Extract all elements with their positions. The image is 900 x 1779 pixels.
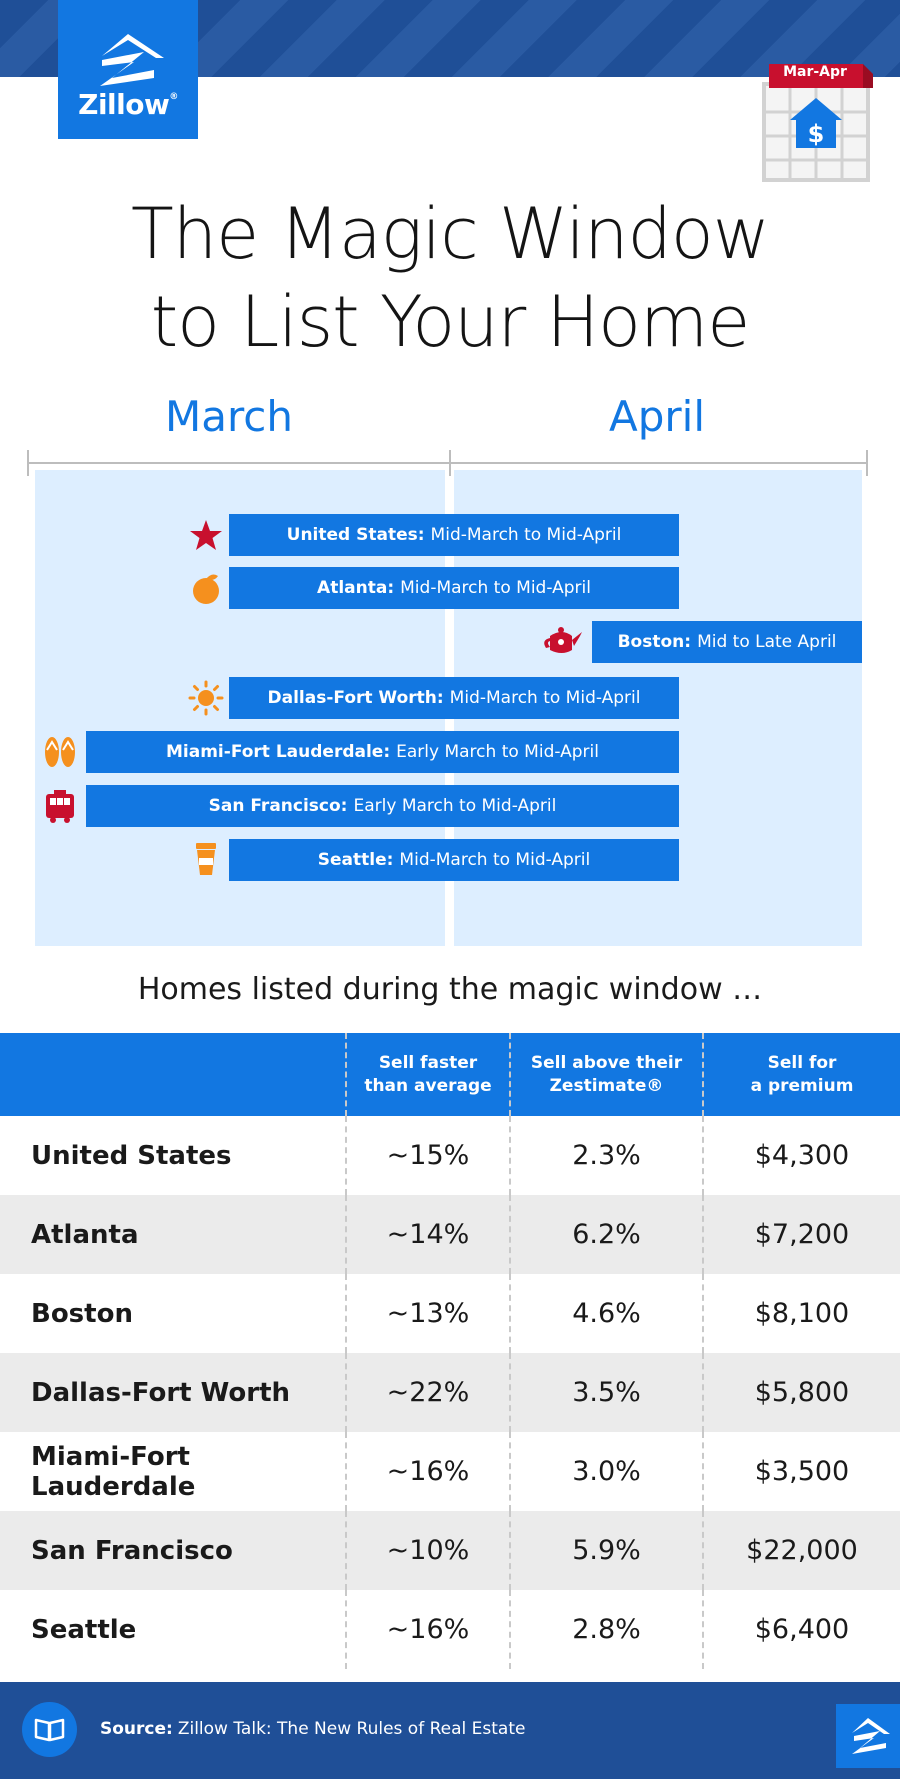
zillow-z-icon <box>88 32 168 88</box>
timeline-axis <box>28 462 868 464</box>
above-cell: 3.5% <box>510 1353 703 1432</box>
coffee-cup-icon <box>188 841 224 877</box>
city-cell: Atlanta <box>0 1195 346 1274</box>
above-cell: 2.3% <box>510 1116 703 1195</box>
month-label-april: April <box>609 392 705 441</box>
city-cell: Miami-Fort Lauderdale <box>31 1441 196 1502</box>
header-sell-faster: Sell faster than average <box>346 1033 510 1116</box>
premium-cell: $4,300 <box>703 1116 900 1195</box>
faster-cell: ~15% <box>346 1116 510 1195</box>
timeline-bar-united-states: United States: Mid-March to Mid-April <box>229 514 679 556</box>
premium-cell: $6,400 <box>703 1590 900 1669</box>
teapot-icon <box>540 622 584 658</box>
header-sell-above-zestimate: Sell above their Zestimate® <box>510 1033 703 1116</box>
page-title: The Magic Window to List Your Home <box>131 193 769 363</box>
table-row <box>0 1590 900 1669</box>
premium-cell: $22,000 <box>703 1511 900 1590</box>
sun-icon <box>188 680 224 716</box>
table-subheading: Homes listed during the magic window … <box>137 972 763 1007</box>
axis-tick <box>866 450 868 476</box>
flip-flops-icon <box>42 734 78 770</box>
city-cell: Dallas-Fort Worth <box>0 1353 346 1432</box>
premium-cell: $3,500 <box>703 1432 900 1511</box>
peach-icon <box>188 570 224 606</box>
premium-cell: $7,200 <box>703 1195 900 1274</box>
source-citation: Source: Zillow Talk: The New Rules of Real Estate <box>100 1719 526 1739</box>
city-cell: Boston <box>31 1298 133 1329</box>
above-cell: 6.2% <box>510 1195 703 1274</box>
stats-table <box>0 1033 900 1669</box>
city-cell: San Francisco <box>0 1511 346 1590</box>
book-icon-badge <box>22 1702 77 1757</box>
table-header-row <box>0 1033 900 1116</box>
above-cell: 5.9% <box>510 1511 703 1590</box>
faster-cell: ~16% <box>346 1590 510 1669</box>
axis-tick <box>27 450 29 476</box>
above-cell: 3.0% <box>510 1432 703 1511</box>
cable-car-icon <box>42 788 78 824</box>
table-row <box>0 1511 900 1590</box>
header-city <box>0 1033 346 1116</box>
above-cell: 2.8% <box>510 1590 703 1669</box>
faster-cell: ~22% <box>346 1353 510 1432</box>
month-label-march: March <box>164 392 294 441</box>
above-cell: 4.6% <box>510 1274 703 1353</box>
timeline-bar-atlanta: Atlanta: Mid-March to Mid-April <box>229 567 679 609</box>
zillow-logo[interactable] <box>58 0 198 139</box>
timeline-bar-boston: Boston: Mid to Late April <box>592 621 862 663</box>
city-cell: United States <box>31 1140 232 1171</box>
axis-tick <box>449 450 451 476</box>
timeline-bar-miami-fort-lauderdale: Miami-Fort Lauderdale: Early March to Mid-April <box>86 731 679 773</box>
timeline-bar-san-francisco: San Francisco: Early March to Mid-April <box>86 785 679 827</box>
footer <box>0 1682 900 1779</box>
premium-cell: $8,100 <box>703 1274 900 1353</box>
book-icon <box>22 1702 77 1757</box>
table-row <box>0 1432 900 1511</box>
header-sell-premium: Sell for a premium <box>703 1033 900 1116</box>
zillow-mini-logo[interactable] <box>836 1704 900 1768</box>
table-row <box>0 1353 900 1432</box>
table-row <box>0 1195 900 1274</box>
table-row <box>0 1274 900 1353</box>
faster-cell: ~16% <box>346 1432 510 1511</box>
house-dollar-calendar-icon <box>760 62 876 184</box>
table-row <box>0 1116 900 1195</box>
logo-wordmark: Zillow® <box>78 88 178 121</box>
timeline-bar-dallas-fort-worth: Dallas-Fort Worth: Mid-March to Mid-April <box>229 677 679 719</box>
calendar-label: Mar-Apr <box>783 64 847 80</box>
faster-cell: ~10% <box>346 1511 510 1590</box>
calendar-badge <box>760 62 876 184</box>
zillow-z-icon <box>836 1704 900 1768</box>
timeline-bar-seattle: Seattle: Mid-March to Mid-April <box>229 839 679 881</box>
faster-cell: ~13% <box>346 1274 510 1353</box>
faster-cell: ~14% <box>346 1195 510 1274</box>
svg-text:$: $ <box>807 120 825 148</box>
star-icon <box>188 517 224 553</box>
premium-cell: $5,800 <box>703 1353 900 1432</box>
city-cell: Seattle <box>31 1614 137 1645</box>
